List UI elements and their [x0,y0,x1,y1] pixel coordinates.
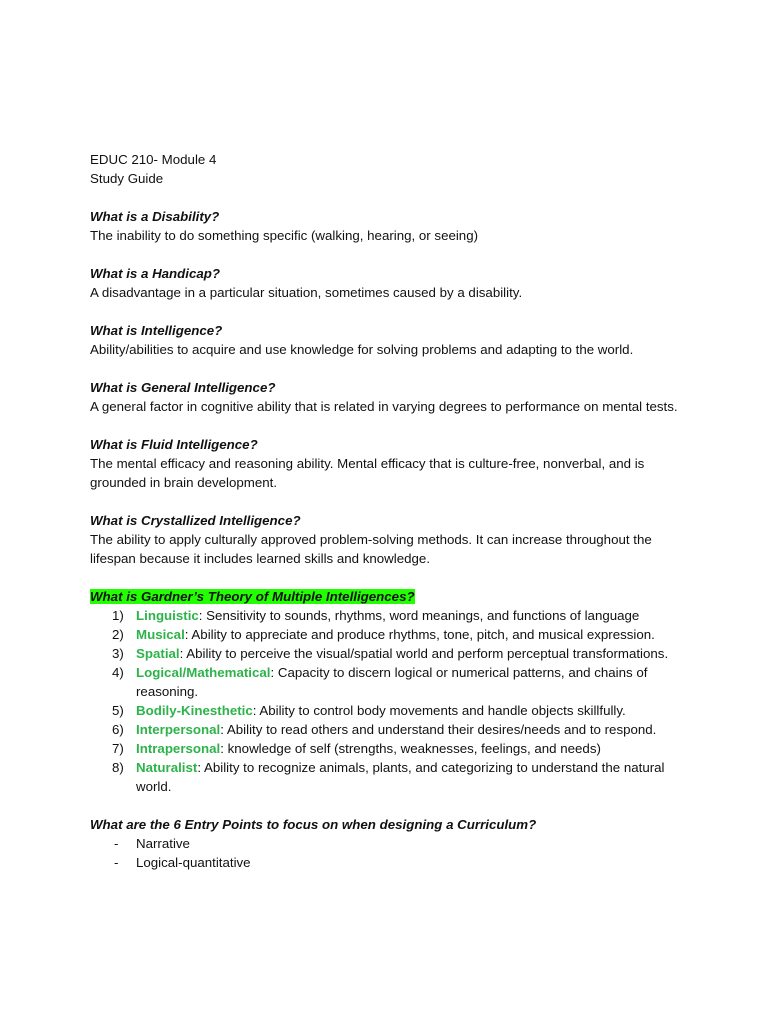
intelligence-term: Spatial [136,646,180,661]
intelligence-description: : Ability to recognize animals, plants, and categorizing to understand the natural world. [136,760,665,794]
answer-text: A disadvantage in a particular situation, sometimes caused by a disability. [90,285,523,300]
list-number: 8) [112,760,124,775]
intelligence-description: : Ability to appreciate and produce rhythms, tone, pitch, and musical expression. [184,627,655,642]
qa-fluid-intelligence [90,435,690,492]
question-heading: What is Fluid Intelligence? [90,437,258,452]
entry-points-list [90,834,690,872]
list-item [90,663,690,701]
intelligence-description: : Capacity to discern logical or numerical patterns, and chains of reasoning. [136,665,648,699]
bullet-dash: - [114,855,119,870]
list-number: 4) [112,665,124,680]
intelligence-term: Bodily-Kinesthetic [136,703,253,718]
intelligence-description: : Ability to control body movements and handle objects skillfully. [252,703,626,718]
list-number: 1) [112,608,124,623]
entry-point-text: Narrative [136,836,190,851]
list-item [90,606,690,625]
answer-text: The mental efficacy and reasoning ability. Mental efficacy that is culture-free, nonverbal, and is grounded in brain development. [90,456,645,490]
list-item [90,834,690,853]
gardner-section [90,587,690,796]
entry-point-text: Logical-quantitative [136,855,251,870]
intelligence-description: : Ability to read others and understand their desires/needs and to respond. [220,722,657,737]
question-heading: What is a Handicap? [90,266,221,281]
course-title: EDUC 210- Module 4 [90,152,217,167]
intelligence-term: Naturalist [136,760,198,775]
entry-points-section [90,815,690,872]
list-item [90,644,690,663]
answer-text: The ability to apply culturally approved problem-solving methods. It can increase throughout the lifespan because it includes learned skills and knowledge. [90,532,652,566]
answer-text: The inability to do something specific (walking, hearing, or seeing) [90,228,479,243]
multiple-intelligences-list [90,606,690,796]
intelligence-description: : Ability to perceive the visual/spatial world and perform perceptual transformations. [179,646,669,661]
list-number: 3) [112,646,124,661]
intelligence-description: : Sensitivity to sounds, rhythms, word meanings, and functions of language [198,608,640,623]
question-heading: What is General Intelligence? [90,380,276,395]
list-item [90,625,690,644]
list-number: 5) [112,703,124,718]
entry-points-question: What are the 6 Entry Points to focus on when designing a Curriculum? [90,817,537,832]
bullet-dash: - [114,836,119,851]
list-number: 7) [112,741,124,756]
document-subtitle: Study Guide [90,171,164,186]
intelligence-term: Logical/Mathematical [136,665,271,680]
question-heading: What is a Disability? [90,209,220,224]
intelligence-term: Intrapersonal [136,741,221,756]
intelligence-term: Interpersonal [136,722,221,737]
intelligence-term: Musical [136,627,185,642]
list-item [90,739,690,758]
qa-general-intelligence [90,378,690,416]
list-item [90,853,690,872]
qa-disability [90,207,690,245]
list-number: 6) [112,722,124,737]
list-item [90,720,690,739]
intelligence-description: : knowledge of self (strengths, weaknesses, feelings, and needs) [220,741,601,756]
study-guide-page [90,150,690,872]
gardner-question-highlighted: What is Gardner’s Theory of Multiple Intelligences? [90,589,415,604]
qa-crystallized-intelligence [90,511,690,568]
qa-handicap [90,264,690,302]
list-number: 2) [112,627,124,642]
list-item [90,701,690,720]
question-heading: What is Intelligence? [90,323,223,338]
answer-text: Ability/abilities to acquire and use knowledge for solving problems and adapting to the world. [90,342,634,357]
question-heading: What is Crystallized Intelligence? [90,513,301,528]
intelligence-term: Linguistic [136,608,199,623]
list-item [90,758,690,796]
answer-text: A general factor in cognitive ability that is related in varying degrees to performance on mental tests. [90,399,678,414]
qa-intelligence [90,321,690,359]
